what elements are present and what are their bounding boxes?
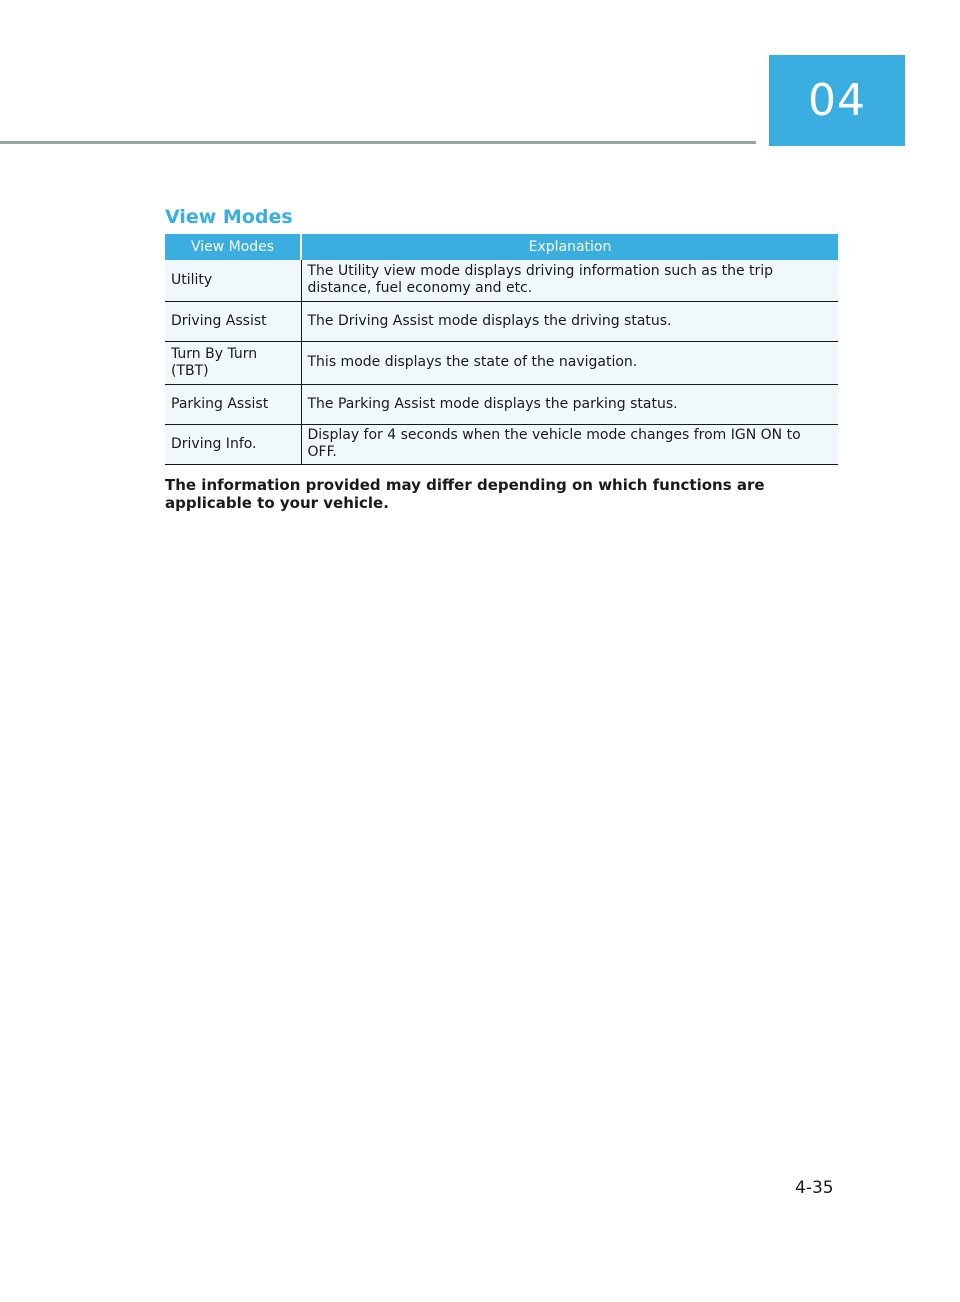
page-number: 4-35 [795,1178,834,1198]
mode-cell: Driving Info. [165,424,301,464]
applicability-note: The information provided may differ depending on which functions are applicable to your vehicle. [165,476,765,512]
view-modes-table [165,234,838,465]
header-rule [0,141,756,144]
explanation-cell: The Driving Assist mode displays the driving status. [301,301,838,341]
mode-cell: Driving Assist [165,301,301,341]
section-title: View Modes [165,206,293,228]
table-row [165,424,838,464]
table-header-row [165,234,838,260]
table-row [165,341,838,384]
mode-cell: Turn By Turn (TBT) [165,341,301,384]
explanation-cell: Display for 4 seconds when the vehicle mode changes from IGN ON to OFF. [301,424,838,464]
table-row [165,301,838,341]
header-explanation: Explanation [301,234,838,260]
table-row [165,384,838,424]
mode-cell: Parking Assist [165,384,301,424]
explanation-cell: The Parking Assist mode displays the parking status. [301,384,838,424]
header-view-modes: View Modes [165,234,301,260]
table-row [165,260,838,301]
mode-cell: Utility [165,260,301,301]
explanation-cell: This mode displays the state of the navigation. [301,341,838,384]
explanation-cell: The Utility view mode displays driving information such as the trip distance, fuel economy and etc. [301,260,838,301]
chapter-tab: 04 [769,55,905,146]
